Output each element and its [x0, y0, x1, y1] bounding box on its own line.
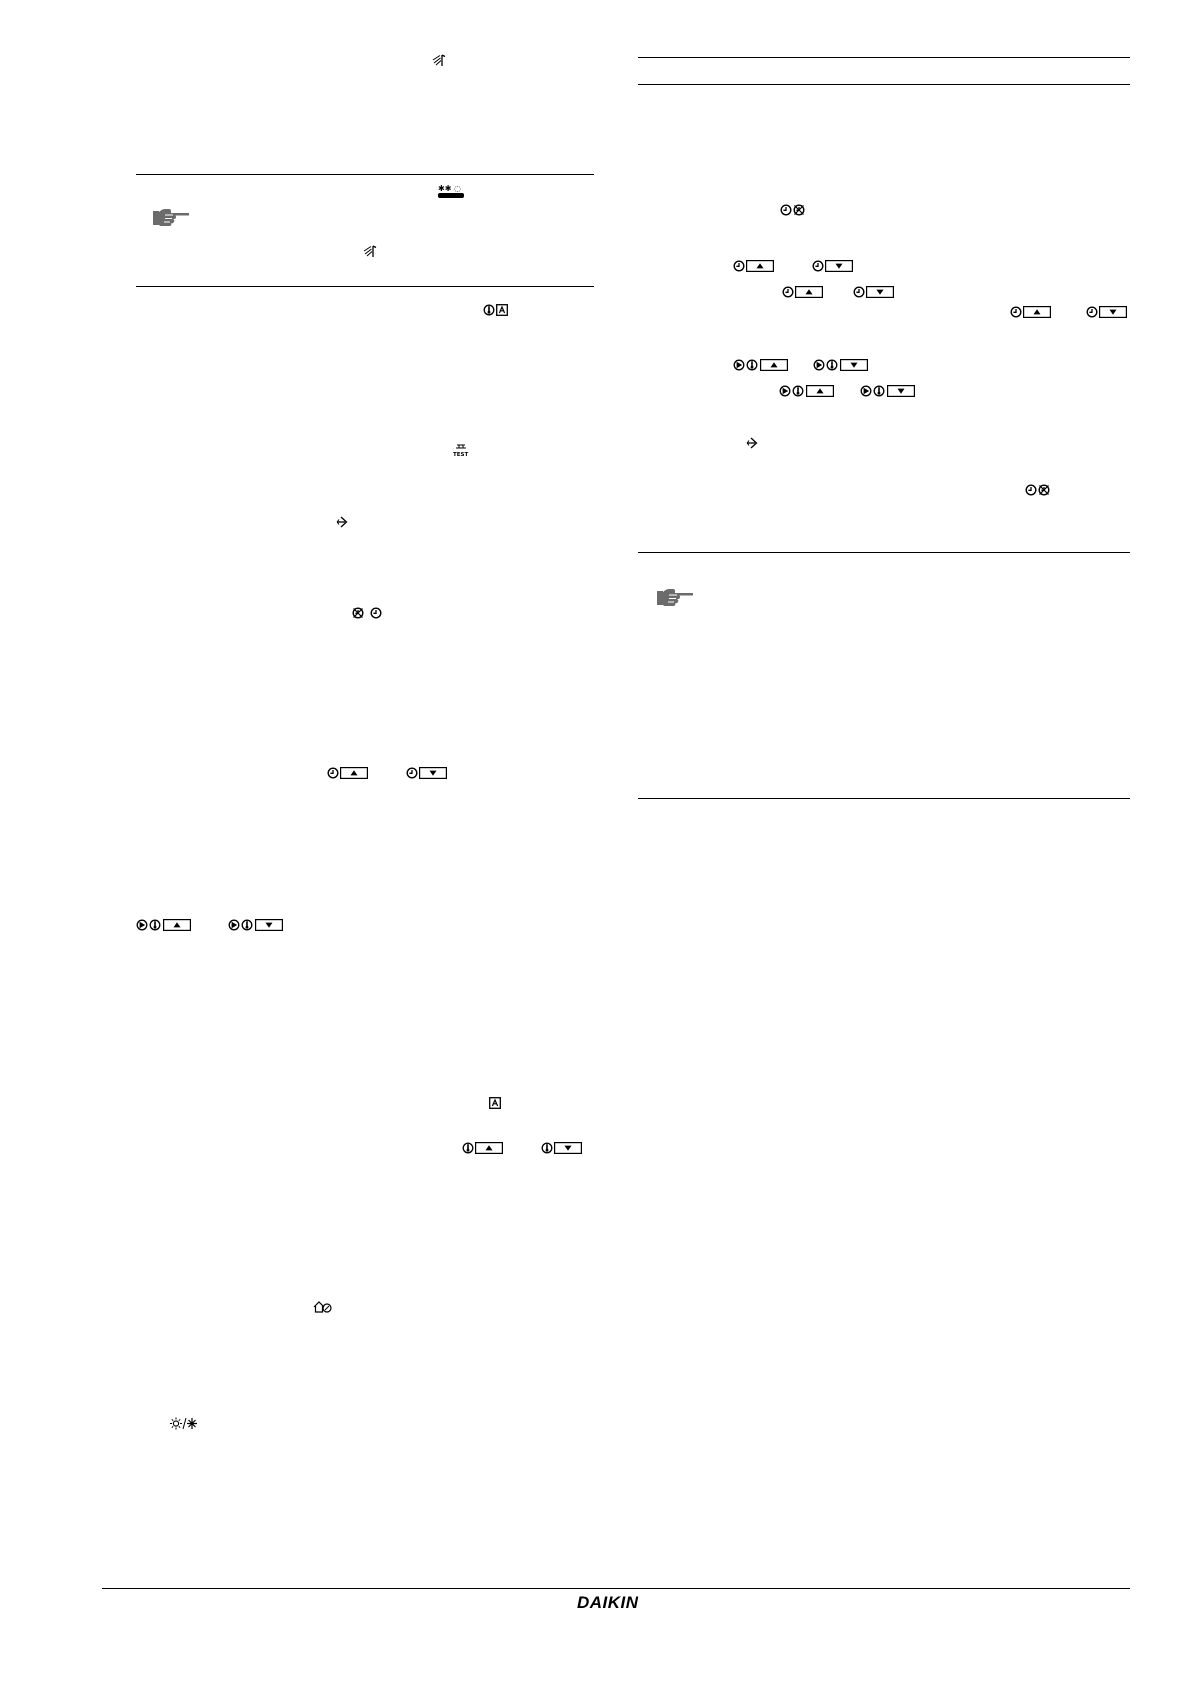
clock-icon	[1010, 306, 1022, 318]
house-heater-icon	[313, 1300, 333, 1314]
water-spray-icon	[431, 53, 447, 67]
play-icon	[779, 385, 791, 397]
play-icon	[860, 385, 872, 397]
clock-icon	[327, 767, 339, 779]
water-spray-icon	[362, 244, 378, 258]
svg-text:✱✱ ◌: ✱✱ ◌	[438, 184, 461, 193]
clock-icon	[812, 260, 824, 272]
thermometer-icon	[541, 1142, 553, 1154]
clock-icon	[1025, 484, 1037, 496]
thermometer-icon	[241, 919, 253, 931]
note-bottom-rule	[136, 286, 594, 287]
setpoint-down-button-icon	[887, 385, 915, 397]
auto-icon	[496, 304, 508, 316]
timer-up-button-icon	[1023, 306, 1051, 318]
brand-logo: DAIKIN	[577, 1593, 639, 1612]
thermometer-icon	[826, 359, 838, 371]
cool-heat-on-off-icon	[438, 183, 464, 199]
note-top-rule	[638, 552, 1130, 553]
thermometer-icon	[149, 919, 161, 931]
pointing-hand-icon	[655, 585, 695, 607]
timer-off-icon	[793, 204, 805, 216]
pointing-hand-icon	[151, 205, 191, 227]
timer-down-button-icon	[866, 286, 894, 298]
footer-rule	[102, 1588, 1130, 1589]
timer-up-button-icon	[340, 767, 368, 779]
play-icon	[136, 919, 148, 931]
clock-icon	[780, 204, 792, 216]
clock-icon	[406, 767, 418, 779]
clock-icon	[370, 607, 382, 619]
setpoint-up-button-icon	[163, 919, 191, 931]
clock-icon	[782, 286, 794, 298]
clock-icon	[733, 260, 745, 272]
thermometer-icon	[483, 304, 495, 316]
note-bottom-rule	[638, 798, 1130, 799]
setpoint-up-button-icon	[806, 385, 834, 397]
timer-up-button-icon	[795, 286, 823, 298]
enter-arrow-icon	[746, 437, 758, 449]
timer-down-button-icon	[825, 260, 853, 272]
thermometer-icon	[873, 385, 885, 397]
auto-icon	[489, 1097, 501, 1109]
timer-off-icon	[1038, 484, 1050, 496]
play-icon	[813, 359, 825, 371]
thermometer-icon	[462, 1142, 474, 1154]
timer-off-icon	[352, 607, 364, 619]
thermometer-icon	[792, 385, 804, 397]
play-icon	[228, 919, 240, 931]
timer-down-button-icon	[419, 767, 447, 779]
svg-text:TEST: TEST	[453, 452, 469, 457]
note-top-rule	[136, 174, 594, 175]
play-icon	[733, 359, 745, 371]
thermometer-icon	[746, 359, 758, 371]
clock-icon	[1086, 306, 1098, 318]
heat-cool-icon	[170, 1417, 198, 1430]
timer-up-button-icon	[746, 260, 774, 272]
thermometer-down-button-icon	[554, 1142, 582, 1154]
right-top-rule-2	[638, 84, 1130, 85]
clock-icon	[853, 286, 865, 298]
setpoint-down-button-icon	[840, 359, 868, 371]
right-top-rule-1	[638, 57, 1130, 58]
setpoint-down-button-icon	[255, 919, 283, 931]
timer-down-button-icon	[1099, 306, 1127, 318]
test-icon	[452, 443, 470, 457]
setpoint-up-button-icon	[760, 359, 788, 371]
enter-arrow-icon	[336, 516, 348, 528]
thermometer-up-button-icon	[475, 1142, 503, 1154]
